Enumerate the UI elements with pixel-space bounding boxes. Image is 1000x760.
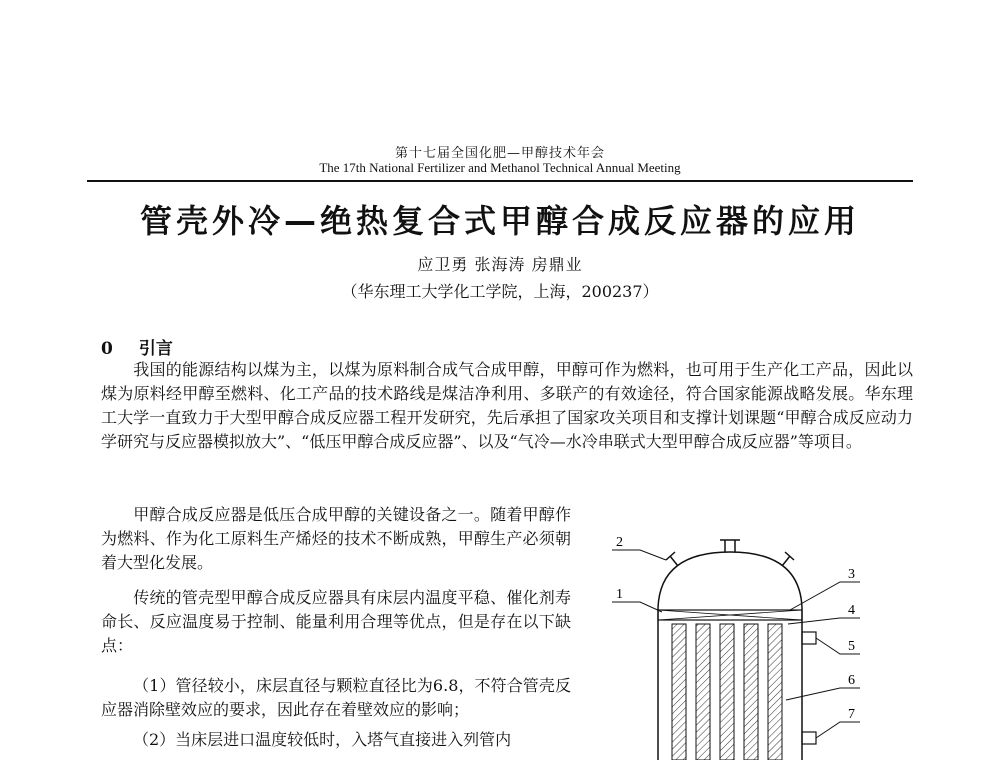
top-nozzle [720,540,740,552]
paragraph-text: （1）管径较小，床层直径与颗粒直径比为6.8，不符合管壳反应器消除壁效应的要求，因此存在着壁效应的影响； [101,676,571,719]
conference-name-en: The 17th National Fertilizer and Methanol Technical Annual Meeting [319,160,681,175]
figure-label-3: 3 [848,567,855,582]
paragraph-text: （2）当床层进口温度较低时，入塔气直接进入列管内 [133,730,512,749]
section-number: 0 [101,339,113,359]
reactor-diagram-svg [590,520,890,760]
header-rule [87,180,913,182]
figure-label-2: 2 [616,535,623,550]
section-title: 引言 [138,339,173,359]
paper-authors: 应卫勇 张海涛 房鼎业 [417,255,583,274]
figure-label-4: 4 [848,603,855,618]
figure-label-6: 6 [848,673,855,688]
figure-label-7: 7 [848,707,855,722]
reactor-diagram [590,520,890,760]
conference-name-cn: 第十七届全国化肥—甲醇技术年会 [394,146,605,161]
paragraph-drawback-2 [101,728,571,760]
paragraph-intro-1 [101,358,913,502]
paragraph-text: 我国的能源结构以煤为主，以煤为原料制合成气合成甲醇，甲醇可作为燃料，也可用于生产化工产品，因此以煤为原料经甲醇至燃料、化工产品的技术路线是煤洁净利用、多联产的有效途径，符合国家能源战略发展。华东理工大学一直致力于大型甲醇合成反应器工程开发研究，先后承担了国家攻关项目和支撑计划课题“甲醇合成反应动力学研究与反应器模拟放大”、“低压甲醇合成反应器”、以及“气冷—水冷串联式大型甲醇合成反应器”等项目。 [101,360,913,451]
figure-label-1: 1 [616,587,623,602]
dome-nozzles [666,552,794,566]
paper-affiliation: （华东理工大学化工学院，上海，200237） [341,282,659,301]
leader-lines [612,550,860,738]
section-heading [101,334,173,359]
catalyst-tubes [672,624,782,760]
figure-label-5: 5 [848,639,855,654]
tube-sheet [658,610,802,620]
paragraph-text: 传统的管壳型甲醇合成反应器具有床层内温度平稳、催化剂寿命长、反应温度易于控制、能量利用合理等优点，但是存在以下缺点： [101,588,571,655]
paragraph-text: 甲醇合成反应器是低压合成甲醇的关键设备之一。随着甲醇作为燃料、作为化工原料生产烯烃的技术不断成熟，甲醇生产必须朝着大型化发展。 [101,505,571,572]
paragraph-intro-3 [101,586,571,658]
paragraph-intro-2 [101,503,571,575]
shell-side-nozzles [802,632,816,744]
paper-title: 管壳外冷—绝热复合式甲醇合成反应器的应用 [139,202,860,240]
reactor-dome [658,552,802,608]
paragraph-drawback-1 [101,674,571,722]
